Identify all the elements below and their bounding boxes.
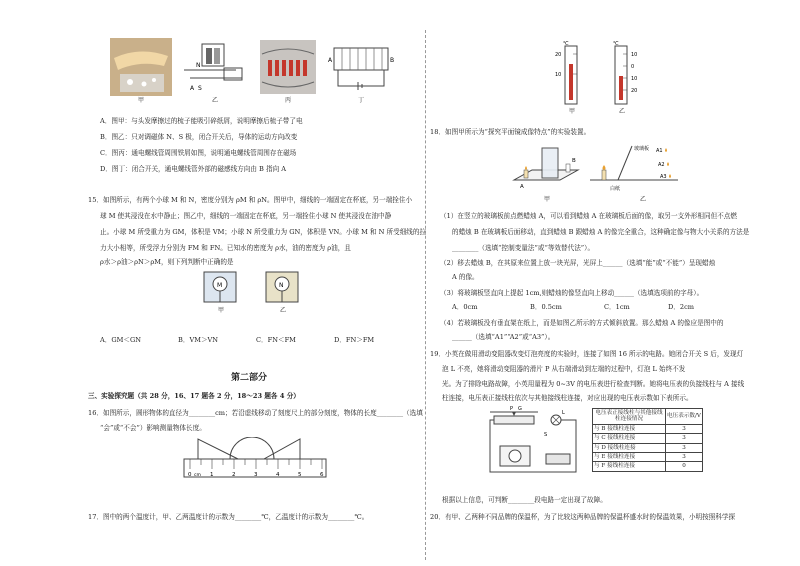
table-cell: 0 [666,462,703,471]
q18-label-paper: 白纸 [610,186,621,192]
section-three-heading: 三、实验探究题（共 28 分，16、17 题各 2 分，18～23 题各 4 分） [88,392,300,400]
ruler-tick-5: 5 [298,472,302,478]
q18-label-a1: A1 [656,148,663,154]
ruler-tick-1: 1 [210,472,214,478]
table-cell: 3 [666,443,703,452]
q18-p3-option-d: D．2cm [668,303,695,311]
q19-line-3: 光。为了排除电路故障，小英用量程为 0~3V 的电压表进行检查判断。她将电压表的负接线柱与 A 接线 [442,380,745,388]
table-header-voltage: 电压表示数/V [666,409,703,425]
q18-p3: （3）将玻璃板竖直向上提起 1cm,则蜡烛的像竖直向上移动______（选填选项前的字母）。 [440,289,704,297]
q14-option-b: B．图乙：只对调磁体 N、S 极，闭合开关后，导体的运动方向改变 [100,133,298,141]
q14-fig-yi [180,40,250,94]
label-a: A [190,85,195,92]
thermo-right-tick-4: 20 [631,88,638,94]
circuit-label-l: L [562,410,565,416]
q14-fig-ding [328,40,394,94]
table-row [593,453,703,462]
caption-bing: 丙 [284,97,291,104]
q14-option-c: C．图丙：通电螺线管周围铁屑如图，说明通电螺线管周围存在磁场 [100,149,297,157]
table-cell: 与 B 接线柱连接 [593,424,666,433]
table-row [593,424,703,433]
q18-label-a3: A3 [660,174,667,180]
q18-p3-option-a: A．0cm [452,303,478,311]
q18-p4-line-1: （4）若玻璃板没有垂直架在纸上，而是如图乙所示的方式倾斜放置。那么蜡烛 A 的像应是图中的 [440,319,724,327]
ruler-tick-4: 4 [276,472,280,478]
q18-p4-line-2: ______（选填“A1”“A2”或“A3”）。 [452,333,555,341]
ruler-tick-3: 3 [254,472,258,478]
q15-caption-yi: 乙 [279,307,286,314]
q18-label-a: A [520,184,524,190]
table-row [593,434,703,443]
q15-line-2: 球 M 使其浸没在水中静止；图乙中，细线的一端固定在杯底，另一端拴住小球 N 使其浸没在油中静 [100,212,392,220]
q18-fig-yi [588,140,684,192]
q18-p1-line-1: （1）在竖立的玻璃板前点燃蜡烛 A，可以看到蜡烛 A 在玻璃板后面的像，取另一支外形相同但不点燃 [440,212,737,220]
thermo-left-tick-2: 10 [555,72,562,78]
ruler-figure [180,437,330,493]
q18-caption-yi: 乙 [639,196,646,203]
q18-p3-option-c: C．1cm [604,303,630,311]
q18-label-a2: A2 [658,162,665,168]
q14-option-d: D．图丁：闭合开关，通电螺线管外部的磁感线方向由 B 指向 A [100,165,287,173]
q17-text: 17．图中的两个温度计，甲、乙两温度计的示数为________℃，乙温度计的示数为________℃。 [88,513,369,521]
q19-voltage-table [592,408,703,472]
circuit-label-s: S [544,432,548,438]
circuit-label-g: G [518,406,522,412]
table-cell: 3 [666,453,703,462]
ruler-tick-2: 2 [232,472,236,478]
q19-line-2: 泡 L 不亮，她将滑动变阻器的滑片 P 从右端滑动到左端的过程中，灯泡 L 始终不发 [442,365,686,373]
q18-p1-line-3: ________（选填“控制变量法”或“等效替代法”）。 [452,244,595,252]
table-cell: 与 C 接线柱连接 [593,434,666,443]
q18-p3-option-b: B．0.5cm [530,303,562,311]
table-cell: 3 [666,434,703,443]
thermo-caption-jia: 甲 [568,108,575,115]
q18-p1-line-2: 的蜡烛 B 在玻璃板后面移动，直到蜡烛 B 跟蜡烛 A 的像完全重合，这种确定像与物大小关系的方法是 [452,228,750,236]
ruler-unit: cm [194,473,201,478]
q19-line-1: 19．小英在做用滑动变阻器改变灯泡亮度的实验时，连接了如图 16 所示的电路。她闭合开关 S 后，发现灯 [430,350,744,358]
ruler-tick-0: 0 [188,472,192,478]
q14-fig-jia [110,38,172,96]
q18-fig-jia [510,140,582,192]
table-header-connection: 电压表正接线柱与其他接线柱连接情况 [593,409,666,425]
label-a-ding: A [328,57,333,64]
ball-m-label: M [217,282,223,289]
thermo-unit-right: ℃ [613,41,619,47]
q15-fig-jia [200,268,240,304]
q18-caption-jia: 甲 [543,196,550,203]
q18-label-glass: 玻璃板 [634,146,650,152]
thermo-unit-left: ℃ [563,41,569,47]
table-cell: 与 F 接线柱连接 [593,462,666,471]
table-cell: 3 [666,424,703,433]
ruler-tick-6: 6 [320,472,324,478]
q15-caption-jia: 甲 [217,307,224,314]
label-n: N [196,62,201,69]
q19-conclusion: 根据以上信息，可判断________段电路一定出现了故障。 [442,496,607,504]
thermo-right-tick-1: 10 [631,52,638,58]
caption-jia: 甲 [137,97,144,104]
q16-line-2: “会”或“不会”）影响测量物体长度。 [100,424,206,432]
q14-option-a: A．图甲：与头发摩擦过的梳子能吸引碎纸屑，说明摩擦后梳子带了电 [100,117,303,125]
label-b-ding: B [390,57,394,64]
q20-line-1: 20．有甲、乙两种不同品牌的保温杯，为了比较这两种品牌的保温杯盛水时的保温效果，小明按照科学探 [430,513,736,521]
q15-fig-yi [262,268,302,304]
column-divider [425,30,426,560]
q15-option-d: D．FN＞FM [334,336,375,344]
thermo-left-tick-1: 20 [555,52,562,58]
thermo-right-tick-2: 0 [631,64,635,70]
caption-ding: 丁 [357,97,364,104]
q15-option-c: C．FN＜FM [256,336,296,344]
thermo-right-tick-3: 10 [631,76,638,82]
table-cell: 与 E 接线柱连接 [593,453,666,462]
part-two-title: 第二部分 [231,373,268,383]
table-row [593,443,703,452]
q18-label-b: B [572,158,576,164]
label-s: S [198,85,202,92]
q15-option-b: B．VM＞VN [178,336,219,344]
q18-p2-line-2: A 的像。 [452,273,479,281]
thermo-caption-yi: 乙 [618,108,625,115]
q18-intro: 18．如图甲所示为“探究平面镜成像特点”的实验装置。 [430,128,591,136]
q19-circuit-figure [486,406,582,480]
thermometers-figure [555,40,645,108]
ball-n-label: N [279,282,284,289]
q15-line-1: 15．如图所示，有两个小球 M 和 N，密度分别为 ρM 和 ρN。图甲中，细线的一端固定在杯底，另一端拴住小 [88,196,413,204]
q19-line-4: 柱连接，电压表正接线柱依次与其他接线柱连接，对应出现的电压表示数如下表所示。 [442,394,693,402]
table-row [593,462,703,471]
q15-line-3: 止。小球 M 所受重力为 GM，体积是 VM；小球 N 所受重力为 GN，体积是 VN。小球 M 和 N 所受细线的拉 [100,228,427,236]
q18-p2-line-1: （2）移去蜡烛 B，在其原来位置上放一块光屏，光屏上______（选填“能”或“不能”）呈现蜡烛 [440,259,716,267]
table-cell: 与 D 接线柱连接 [593,443,666,452]
q14-fig-bing [260,40,316,94]
q15-line-5: ρ水＞ρ油＞ρN＞ρM，则下列判断中正确的是 [100,258,234,266]
q15-option-a: A．GM＜GN [100,336,142,344]
circuit-label-p: P [510,406,514,412]
q16-line-1: 16．如图所示，圆形物体的直径为________cm；若沿虚线移动了刻度尺上的部分刻度，物体的长度________（选填 [88,409,423,417]
q15-line-4: 力大小相等，所受浮力分别为 FM 和 FN。已知水的密度为 ρ水，油的密度为 ρ油，且 [100,244,351,252]
caption-yi: 乙 [211,97,218,104]
